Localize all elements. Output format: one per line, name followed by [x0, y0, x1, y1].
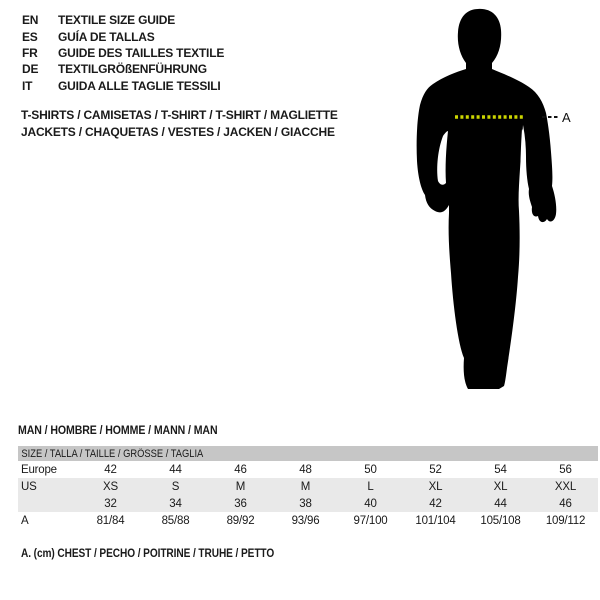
size-value: 46 — [559, 497, 572, 510]
size-value: 36 — [234, 497, 247, 510]
man-silhouette-body — [417, 9, 557, 389]
language-label: TEXTILGRÖßENFÜHRUNG — [58, 62, 207, 77]
size-value: XS — [103, 480, 118, 493]
size-value: 38 — [299, 497, 312, 510]
language-label: GUÍA DE TALLAS — [58, 29, 155, 44]
size-value: 44 — [494, 497, 507, 510]
size-value: 109/112 — [545, 514, 586, 527]
size-value: 50 — [364, 463, 377, 476]
language-row-it — [22, 78, 224, 94]
size-table-header-label: SIZE / TALLA / TAILLE / GRÖSSE / TAGLIA — [21, 447, 204, 460]
size-value: M — [235, 480, 246, 493]
row-label: US — [21, 480, 37, 493]
section-title-man: MAN / HOMBRE / HOMME / MANN / MAN — [18, 423, 218, 437]
size-value: 34 — [169, 497, 182, 510]
language-code: DE — [22, 62, 39, 77]
size-value: 89/92 — [226, 514, 255, 527]
row-label: A — [21, 514, 29, 527]
row-label: Europe — [21, 463, 57, 476]
language-code: EN — [22, 13, 39, 28]
size-value: L — [367, 480, 374, 493]
size-table — [18, 446, 598, 529]
size-value: 44 — [169, 463, 182, 476]
size-value: XL — [428, 480, 443, 493]
language-list — [22, 12, 224, 94]
size-value: XL — [493, 480, 508, 493]
size-value: 93/96 — [291, 514, 320, 527]
language-code: FR — [22, 45, 38, 60]
language-label: GUIDE DES TAILLES TEXTILE — [58, 45, 225, 60]
table-row-numeric — [18, 495, 598, 512]
language-code: ES — [22, 29, 38, 44]
measure-label-a: A — [562, 110, 571, 125]
table-row-us — [18, 478, 598, 495]
category-list — [21, 107, 338, 140]
size-value: 40 — [364, 497, 377, 510]
language-row-de — [22, 61, 224, 77]
size-value: 48 — [299, 463, 312, 476]
size-value: S — [171, 480, 180, 493]
language-row-es — [22, 28, 224, 44]
size-table-header — [18, 446, 598, 461]
category-jackets: JACKETS / CHAQUETAS / VESTES / JACKEN / GIACCHE — [21, 124, 335, 139]
size-value: XXL — [554, 480, 577, 493]
size-value: 81/84 — [96, 514, 125, 527]
language-row-en — [22, 12, 224, 28]
size-value: 52 — [429, 463, 442, 476]
size-value: 54 — [494, 463, 507, 476]
size-value: 42 — [429, 497, 442, 510]
size-value: 32 — [104, 497, 117, 510]
size-value: 42 — [104, 463, 117, 476]
table-row-europe — [18, 461, 598, 478]
size-value: 97/100 — [353, 514, 388, 527]
language-label: GUIDA ALLE TAGLIE TESSILI — [58, 78, 221, 93]
size-value: 56 — [559, 463, 572, 476]
category-tshirts: T-SHIRTS / CAMISETAS / T-SHIRT / T-SHIRT / MAGLIETTE — [21, 108, 338, 122]
man-silhouette-svg — [400, 5, 575, 395]
table-row-chest-a — [18, 512, 598, 529]
size-value: 46 — [234, 463, 247, 476]
size-value: 105/108 — [480, 514, 521, 527]
language-code: IT — [22, 78, 33, 93]
language-label: TEXTILE SIZE GUIDE — [58, 13, 176, 28]
size-value: 85/88 — [161, 514, 190, 527]
size-value: M — [300, 480, 311, 493]
size-value: 101/104 — [415, 514, 456, 527]
man-silhouette-figure — [400, 5, 575, 395]
language-row-fr — [22, 45, 224, 61]
measurement-footnote: A. (cm) CHEST / PECHO / POITRINE / TRUHE / PETTO — [21, 548, 275, 560]
